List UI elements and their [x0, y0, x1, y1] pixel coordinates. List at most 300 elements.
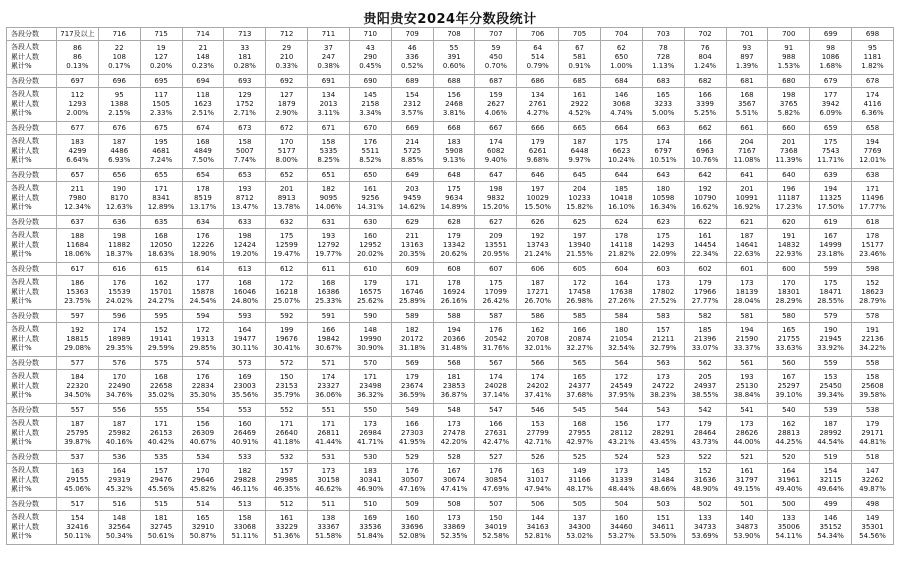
- cumulative-value: 24028: [484, 382, 507, 390]
- percent-value: 13.47%: [231, 203, 259, 211]
- cumulative-value: 20542: [484, 335, 507, 343]
- score-cell: 539: [810, 404, 852, 417]
- score-cell: 700: [768, 28, 810, 41]
- score-cell: 578: [852, 310, 894, 323]
- score-cell: 549: [391, 404, 433, 417]
- count-value: 180: [614, 326, 629, 334]
- cumulative-value: 32115: [819, 476, 842, 484]
- cumulative-value: 22490: [108, 382, 131, 390]
- percent-value: 36.59%: [398, 391, 426, 399]
- cumulative-value: 8712: [235, 194, 254, 202]
- count-value: 46: [407, 44, 417, 52]
- count-value: 76: [700, 44, 710, 52]
- score-header-row: [7, 216, 894, 229]
- count-value: 19: [156, 44, 166, 52]
- stats-cell: [182, 464, 224, 498]
- cumulative-value: 26153: [149, 429, 173, 437]
- count-value: 148: [363, 326, 378, 334]
- stats-cell: [57, 41, 99, 75]
- stats-cell: [642, 135, 684, 169]
- percent-value: 20.95%: [482, 250, 510, 258]
- count-value: 186: [70, 279, 85, 287]
- percent-value: 41.71%: [356, 438, 384, 446]
- score-cell: 682: [684, 75, 726, 88]
- score-row-label: 各段分数: [7, 498, 57, 511]
- cumulative-value: 21945: [819, 335, 842, 343]
- count-value: 184: [70, 373, 85, 381]
- stats-cell: [684, 511, 726, 545]
- percent-value: 0.38%: [317, 62, 340, 70]
- cumulative-value: 19141: [149, 335, 173, 343]
- count-value: 156: [447, 91, 461, 99]
- count-value: 192: [70, 326, 85, 334]
- percent-value: 14.89%: [440, 203, 468, 211]
- cumulative-value: 6448: [570, 147, 589, 155]
- stats-cell: [349, 276, 391, 310]
- score-cell: 519: [810, 451, 852, 464]
- percent-value: 41.44%: [315, 438, 342, 446]
- cumulative-value: 29319: [108, 476, 131, 484]
- percent-value: 45.06%: [64, 485, 91, 493]
- cumulative-value: 21211: [652, 335, 675, 343]
- percent-value: 26.42%: [482, 297, 510, 305]
- stats-cell: [810, 276, 852, 310]
- cumulative-value: 14641: [735, 241, 759, 249]
- count-value: 192: [531, 232, 545, 240]
- score-cell: 662: [684, 122, 726, 135]
- stats-cell: [600, 370, 642, 404]
- count-value: 198: [782, 91, 796, 99]
- score-cell: 648: [433, 169, 475, 182]
- count-value: 187: [531, 279, 545, 287]
- stats-cell: [349, 464, 391, 498]
- score-cell: 654: [182, 169, 224, 182]
- count-value: 175: [656, 232, 670, 240]
- percent-value: 18.37%: [105, 250, 133, 258]
- cumulative-value: 31484: [652, 476, 675, 484]
- percent-value: 1.82%: [861, 62, 884, 70]
- score-cell: 597: [57, 310, 99, 323]
- count-value: 154: [405, 91, 419, 99]
- count-value: 156: [614, 420, 629, 428]
- count-value: 170: [782, 279, 796, 287]
- percent-value: 54.11%: [775, 532, 803, 540]
- score-header-row: [7, 404, 894, 417]
- stats-cell: [140, 276, 182, 310]
- count-value: 175: [447, 185, 461, 193]
- percent-value: 11.71%: [817, 156, 844, 164]
- cumulative-value: 34611: [652, 523, 675, 531]
- cumulative-value: 19990: [359, 335, 382, 343]
- stats-cell: [182, 229, 224, 263]
- score-cell: 544: [600, 404, 642, 417]
- percent-value: 30.90%: [356, 344, 384, 352]
- cumulative-value: 12226: [191, 241, 215, 249]
- cumulative-label: 累计人数: [11, 146, 39, 155]
- count-value: 153: [823, 373, 838, 381]
- count-value: 185: [614, 185, 629, 193]
- count-value: 193: [321, 232, 336, 240]
- stats-cell: [559, 511, 601, 545]
- count-value: 167: [823, 232, 838, 240]
- cumulative-value: 581: [572, 53, 587, 61]
- stats-cell: [57, 417, 99, 451]
- score-cell: 499: [810, 498, 852, 511]
- percent-value: 42.47%: [482, 438, 510, 446]
- cumulative-value: 21054: [610, 335, 633, 343]
- percent-value: 36.32%: [356, 391, 384, 399]
- stats-row: [7, 229, 894, 263]
- count-value: 152: [698, 467, 712, 475]
- count-value: 173: [321, 467, 336, 475]
- stats-cell: [517, 229, 559, 263]
- count-value: 166: [572, 326, 587, 334]
- score-cell: 542: [684, 404, 726, 417]
- score-cell: 550: [349, 404, 391, 417]
- cumulative-value: 34733: [693, 523, 717, 531]
- cumulative-value: 12424: [233, 241, 256, 249]
- percent-value: 43.73%: [691, 438, 719, 446]
- percent-label: 累计%: [11, 532, 32, 541]
- cumulative-value: 24202: [526, 382, 549, 390]
- count-value: 187: [740, 232, 754, 240]
- count-value: 174: [656, 138, 670, 146]
- count-value: 152: [865, 279, 880, 287]
- percent-label: 累计%: [11, 344, 32, 353]
- score-cell: 500: [768, 498, 810, 511]
- score-cell: 639: [810, 169, 852, 182]
- stats-cell: [642, 88, 684, 122]
- percent-value: 30.67%: [315, 344, 342, 352]
- score-cell: 563: [642, 357, 684, 370]
- stats-cell: [391, 417, 433, 451]
- count-value: 165: [782, 326, 796, 334]
- cumulative-label: 累计人数: [11, 52, 39, 61]
- score-cell: 693: [224, 75, 266, 88]
- count-value: 33: [240, 44, 250, 52]
- count-value: 164: [614, 279, 629, 287]
- count-value: 158: [865, 373, 880, 381]
- cumulative-value: 33869: [442, 523, 466, 531]
- count-value: 175: [823, 138, 838, 146]
- percent-value: 41.95%: [398, 438, 426, 446]
- count-value: 160: [405, 514, 419, 522]
- cumulative-value: 3068: [612, 100, 631, 108]
- percent-value: 16.10%: [608, 203, 635, 211]
- stats-cell: [768, 88, 810, 122]
- stats-cell: [852, 417, 894, 451]
- percent-value: 6.09%: [819, 109, 842, 117]
- percent-label: 累计%: [11, 297, 32, 306]
- stats-cell: [810, 464, 852, 498]
- score-cell: 679: [810, 75, 852, 88]
- percent-value: 33.63%: [775, 344, 803, 352]
- percent-value: 37.68%: [566, 391, 593, 399]
- score-cell: 666: [517, 122, 559, 135]
- score-header-row: [7, 498, 894, 511]
- stats-cell: [768, 370, 810, 404]
- count-value: 137: [572, 514, 587, 522]
- stats-cell: [852, 511, 894, 545]
- score-cell: 641: [726, 169, 768, 182]
- score-cell: 571: [308, 357, 350, 370]
- count-value: 112: [70, 91, 85, 99]
- percent-value: 1.39%: [735, 62, 759, 70]
- percent-value: 39.87%: [64, 438, 91, 446]
- cumulative-value: 5908: [445, 147, 463, 155]
- score-cell: 591: [308, 310, 350, 323]
- score-cell: 594: [182, 310, 224, 323]
- count-value: 174: [489, 373, 503, 381]
- percent-value: 32.79%: [649, 344, 677, 352]
- cumulative-value: 4849: [194, 147, 212, 155]
- score-cell: 577: [57, 357, 99, 370]
- score-cell: 705: [559, 28, 601, 41]
- score-row-label: 各段分数: [7, 404, 57, 417]
- stats-cell: [98, 135, 140, 169]
- score-cell: 531: [308, 451, 350, 464]
- cumulative-value: 181: [238, 53, 252, 61]
- percent-value: 6.64%: [66, 156, 89, 164]
- cumulative-value: 30341: [359, 476, 382, 484]
- stats-cell: [684, 323, 726, 357]
- count-value: 178: [614, 232, 629, 240]
- cumulative-value: 8913: [277, 194, 296, 202]
- percent-value: 52.08%: [398, 532, 426, 540]
- percent-value: 53.27%: [608, 532, 635, 540]
- score-cell: 699: [810, 28, 852, 41]
- stats-row: [7, 182, 894, 216]
- score-cell: 595: [140, 310, 182, 323]
- cumulative-value: 14454: [693, 241, 717, 249]
- count-value: 172: [279, 279, 294, 287]
- count-value: 172: [572, 279, 587, 287]
- count-value: 176: [363, 138, 378, 146]
- count-value: 162: [531, 326, 545, 334]
- count-value: 21: [198, 44, 208, 52]
- score-cell: 557: [57, 404, 99, 417]
- percent-label: 累计%: [11, 485, 32, 494]
- percent-value: 42.71%: [524, 438, 552, 446]
- percent-value: 44.81%: [859, 438, 886, 446]
- count-value: 146: [823, 514, 838, 522]
- percent-value: 9.97%: [568, 156, 591, 164]
- percent-value: 41.18%: [273, 438, 300, 446]
- stats-cell: [98, 88, 140, 122]
- cumulative-value: 33068: [233, 523, 256, 531]
- count-value: 183: [447, 138, 461, 146]
- percent-value: 10.51%: [649, 156, 677, 164]
- stats-cell: [475, 182, 517, 216]
- cumulative-value: 650: [614, 53, 629, 61]
- percent-value: 31.18%: [398, 344, 426, 352]
- percent-value: 7.50%: [191, 156, 215, 164]
- score-cell: 635: [140, 216, 182, 229]
- score-cell: 558: [852, 357, 894, 370]
- score-cell: 514: [182, 498, 224, 511]
- percent-value: 32.27%: [566, 344, 593, 352]
- score-cell: 548: [433, 404, 475, 417]
- count-value: 151: [656, 514, 670, 522]
- score-cell: 596: [98, 310, 140, 323]
- score-cell: 530: [349, 451, 391, 464]
- cumulative-value: 3399: [696, 100, 714, 108]
- stats-cell: [182, 323, 224, 357]
- cumulative-value: 1623: [194, 100, 212, 108]
- stats-cell: [852, 323, 894, 357]
- percent-value: 18.06%: [64, 250, 91, 258]
- stats-cell: [308, 511, 350, 545]
- stats-cell: [559, 370, 601, 404]
- percent-value: 30.41%: [273, 344, 300, 352]
- count-value: 198: [489, 185, 503, 193]
- count-value: 172: [196, 326, 210, 334]
- count-value: 166: [698, 91, 712, 99]
- count-value: 158: [238, 514, 252, 522]
- score-cell: 712: [266, 28, 308, 41]
- count-value: 176: [196, 373, 210, 381]
- score-cell: 506: [517, 498, 559, 511]
- stats-cell: [349, 417, 391, 451]
- count-value: 194: [740, 326, 754, 334]
- stats-cell: [517, 41, 559, 75]
- stats-cell: [517, 464, 559, 498]
- cumulative-value: 29476: [149, 476, 173, 484]
- percent-value: 20.62%: [440, 250, 468, 258]
- count-value: 164: [782, 467, 796, 475]
- cumulative-value: 17638: [610, 288, 633, 296]
- percent-value: 46.11%: [231, 485, 259, 493]
- stats-cell: [810, 41, 852, 75]
- percent-value: 51.36%: [273, 532, 300, 540]
- score-cell: 620: [768, 216, 810, 229]
- score-cell: 501: [726, 498, 768, 511]
- cumulative-value: 12599: [275, 241, 298, 249]
- page-title: 贵阳贵安2024年分数段统计: [363, 12, 537, 27]
- cumulative-value: 3567: [738, 100, 756, 108]
- percent-value: 15.20%: [482, 203, 510, 211]
- count-value: 145: [363, 91, 378, 99]
- score-cell: 670: [349, 122, 391, 135]
- count-value: 179: [698, 279, 712, 287]
- count-value: 198: [112, 232, 126, 240]
- cumulative-value: 2922: [570, 100, 589, 108]
- stats-cell: [559, 88, 601, 122]
- stats-row-label: [7, 182, 57, 216]
- count-value: 176: [405, 467, 419, 475]
- percent-label: 累计%: [11, 250, 32, 259]
- stats-cell: [349, 511, 391, 545]
- score-cell: 561: [726, 357, 768, 370]
- count-value: 154: [70, 514, 85, 522]
- cumulative-value: 30158: [317, 476, 340, 484]
- stats-cell: [684, 229, 726, 263]
- cumulative-value: 1879: [277, 100, 296, 108]
- stats-cell: [57, 464, 99, 498]
- score-cell: 592: [266, 310, 308, 323]
- score-cell: 643: [642, 169, 684, 182]
- percent-value: 23.75%: [64, 297, 91, 305]
- score-cell: 605: [559, 263, 601, 276]
- percent-value: 4.52%: [568, 109, 591, 117]
- score-cell: 575: [140, 357, 182, 370]
- percent-value: 46.35%: [273, 485, 300, 493]
- stats-cell: [391, 229, 433, 263]
- percent-value: 7.74%: [233, 156, 256, 164]
- score-cell: 533: [224, 451, 266, 464]
- count-value: 173: [656, 279, 670, 287]
- stats-cell: [349, 41, 391, 75]
- cumulative-value: 5511: [361, 147, 380, 155]
- percent-value: 35.30%: [189, 391, 217, 399]
- percent-value: 38.84%: [733, 391, 761, 399]
- cumulative-value: 18815: [66, 335, 89, 343]
- percent-value: 14.31%: [356, 203, 384, 211]
- percent-value: 21.55%: [566, 250, 593, 258]
- cumulative-value: 25608: [861, 382, 884, 390]
- cumulative-value: 30507: [401, 476, 424, 484]
- percent-value: 28.29%: [775, 297, 803, 305]
- stats-cell: [140, 417, 182, 451]
- score-cell: 657: [57, 169, 99, 182]
- percent-value: 0.17%: [108, 62, 131, 70]
- score-cell: 688: [433, 75, 475, 88]
- stats-row: [7, 41, 894, 75]
- count-value: 157: [279, 467, 294, 475]
- stats-cell: [600, 41, 642, 75]
- score-cell: 714: [182, 28, 224, 41]
- stats-cell: [726, 511, 768, 545]
- cumulative-value: 290: [363, 53, 378, 61]
- percent-value: 12.34%: [64, 203, 91, 211]
- cumulative-value: 29646: [191, 476, 215, 484]
- cumulative-value: 18471: [819, 288, 842, 296]
- percent-value: 11.39%: [775, 156, 803, 164]
- stats-cell: [182, 182, 224, 216]
- count-value: 78: [658, 44, 668, 52]
- cumulative-value: 2158: [361, 100, 380, 108]
- score-cell: 696: [98, 75, 140, 88]
- score-cell: 691: [308, 75, 350, 88]
- score-cell: 698: [852, 28, 894, 41]
- score-cell: 631: [308, 216, 350, 229]
- score-cell: 687: [475, 75, 517, 88]
- stats-cell: [391, 182, 433, 216]
- score-cell: 540: [768, 404, 810, 417]
- stats-cell: [433, 41, 475, 75]
- percent-value: 8.25%: [317, 156, 340, 164]
- count-value: 133: [698, 514, 712, 522]
- cumulative-value: 33367: [317, 523, 340, 531]
- score-cell: 520: [768, 451, 810, 464]
- stats-row: [7, 464, 894, 498]
- cumulative-value: 7543: [821, 147, 840, 155]
- count-value: 195: [154, 138, 168, 146]
- percent-value: 0.23%: [191, 62, 215, 70]
- count-value: 168: [238, 279, 252, 287]
- count-value: 193: [238, 185, 252, 193]
- percent-value: 2.33%: [149, 109, 173, 117]
- count-value: 29: [282, 44, 292, 52]
- stats-cell: [224, 88, 266, 122]
- cumulative-value: 20172: [401, 335, 424, 343]
- cumulative-value: 9459: [403, 194, 422, 202]
- stats-cell: [559, 417, 601, 451]
- cumulative-value: 14832: [777, 241, 800, 249]
- percent-value: 20.02%: [356, 250, 384, 258]
- percent-value: 12.89%: [147, 203, 175, 211]
- count-value: 160: [614, 514, 629, 522]
